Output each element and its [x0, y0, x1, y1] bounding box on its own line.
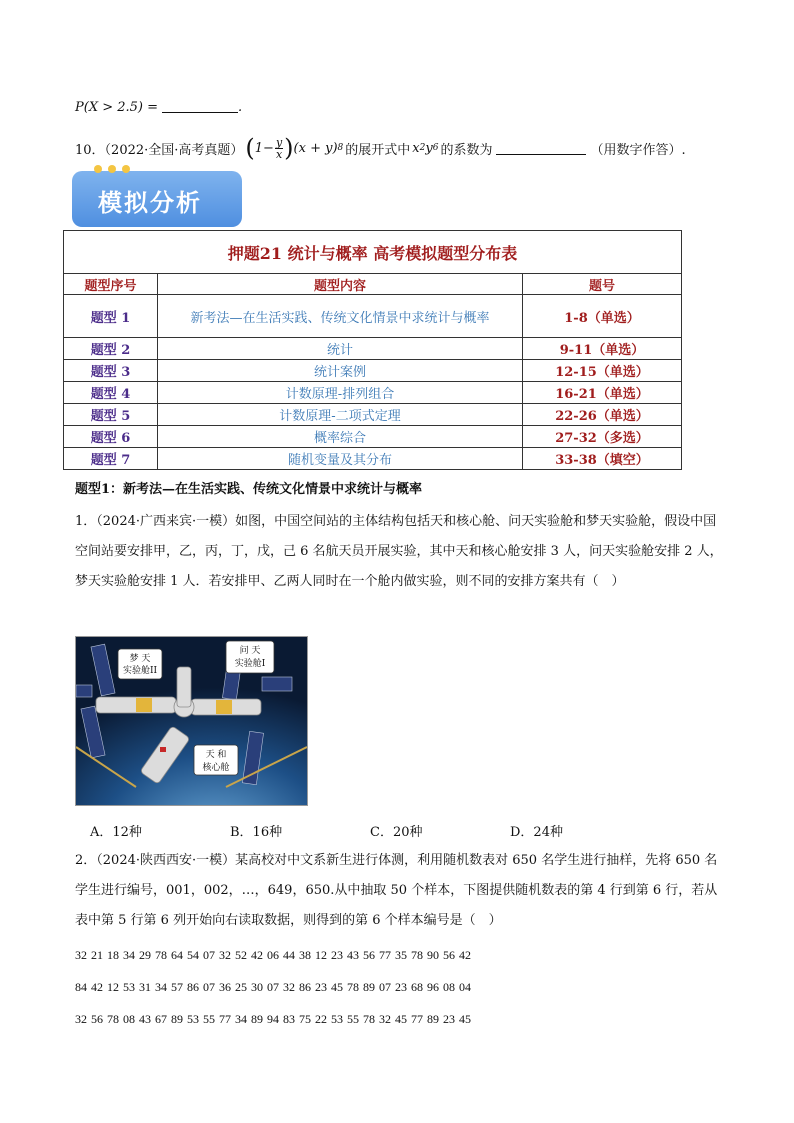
table-row: [64, 426, 682, 448]
row-numbers: 1-8（单选）: [523, 295, 682, 338]
row-numbers: 27-32（多选）: [523, 426, 682, 448]
one-minus: 1−: [254, 140, 274, 156]
banner-title: 模拟分析: [98, 189, 202, 217]
question-10-mid: 的展开式中: [345, 142, 411, 158]
random-number-row: 32 56 78 08 43 67 89 53 55 77 34 89 94 83 75 22 53 55 78 32 45 77 89 23 45: [75, 1012, 471, 1026]
section-banner: [72, 171, 242, 227]
table-row: [64, 404, 682, 426]
label-mengtian-1: 梦 天: [129, 654, 151, 664]
label-wentian-1: 问 天: [239, 646, 261, 656]
row-content: 计数原理-排列组合: [158, 382, 523, 404]
row-numbers: 22-26（单选）: [523, 404, 682, 426]
banner-dots-icon: [94, 165, 130, 173]
row-type: 题型 6: [64, 426, 158, 448]
probability-expression: P(X > 2.5) =: [75, 100, 159, 115]
row-content: 统计: [158, 338, 523, 360]
section-title: 题型1：新考法—在生活实践、传统文化情景中求统计与概率: [75, 482, 423, 497]
exponent: 8: [337, 143, 344, 153]
table-row: [64, 448, 682, 470]
distribution-table: [63, 230, 682, 470]
row-type: 题型 4: [64, 382, 158, 404]
label-tianhe-1: 天 和: [205, 750, 227, 760]
binomial-formula: ( 1− $\frac{y}{x}$ ) (x + y) 8: [245, 134, 344, 162]
question-10: [75, 136, 686, 160]
row-type: 题型 1: [64, 295, 158, 338]
row-numbers: 33-38（填空）: [523, 448, 682, 470]
row-numbers: 9-11（单选）: [523, 338, 682, 360]
question-10-after: 的系数为: [440, 142, 493, 158]
random-number-row: 32 21 18 34 29 78 64 54 07 32 52 42 06 44 38 12 23 43 56 77 35 78 90 56 42: [75, 948, 471, 962]
header-type-no: 题型序号: [64, 274, 158, 295]
space-station-image: [75, 636, 308, 806]
option-d[interactable]: D．24种: [510, 825, 563, 840]
row-numbers: 12-15（单选）: [523, 360, 682, 382]
label-tianhe-2: 核心舱: [202, 763, 230, 773]
row-content: 计数原理-二项式定理: [158, 404, 523, 426]
label-mengtian-2: 实验舱II: [122, 666, 158, 676]
option-b[interactable]: B．16种: [230, 825, 283, 840]
row-type: 题型 2: [64, 338, 158, 360]
label-wentian-2: 实验舱I: [234, 659, 266, 669]
question-10-prefix: 10．（2022·全国·高考真题）: [75, 142, 244, 158]
target-term: x 2 y 6: [412, 140, 439, 156]
fraction-y-over-x: $\frac{y}{x}$: [275, 135, 283, 161]
sum-expression: (x + y): [293, 140, 338, 156]
row-content: 概率综合: [158, 426, 523, 448]
row-type: 题型 5: [64, 404, 158, 426]
row-type: 题型 7: [64, 448, 158, 470]
row-content: 统计案例: [158, 360, 523, 382]
space-station-illustration: [76, 637, 307, 805]
table-caption: 押题21 统计与概率 高考模拟题型分布表: [64, 231, 682, 274]
row-type: 题型 3: [64, 360, 158, 382]
header-question-no: 题号: [523, 274, 682, 295]
option-c[interactable]: C．20种: [370, 825, 423, 840]
table-row: [64, 338, 682, 360]
probability-blank-line: [75, 100, 242, 115]
answer-blank[interactable]: [496, 142, 586, 155]
row-numbers: 16-21（单选）: [523, 382, 682, 404]
question-2-text: 2．（2024·陕西西安·一模）某高校对中文系新生进行体测，利用随机数表对 650 名学生进行抽样，先将 650 名学生进行编号，001，002，…，649，650.从中抽取 50 个样本，下图提供随机数表的第 4 行到第 6 行，若从表中第 5 行第 6 列开始向右读取数据，则得到的第 6 个样本编号是（ ）: [75, 853, 718, 928]
option-a[interactable]: A．12种: [90, 825, 142, 840]
table-row: [64, 360, 682, 382]
random-number-row: 84 42 12 53 31 34 57 86 07 36 25 30 07 32 86 23 45 78 89 07 23 68 96 08 04: [75, 980, 471, 994]
question-1-options: [90, 821, 650, 840]
row-content: 随机变量及其分布: [158, 448, 523, 470]
question-10-suffix: （用数字作答）.: [590, 142, 686, 158]
header-type-content: 题型内容: [158, 274, 523, 295]
question-1-text: 1．（2024·广西来宾·一模）如图，中国空间站的主体结构包括天和核心舱、问天实验舱和梦天实验舱，假设中国空间站要安排甲，乙，丙，丁，戊，己 6 名航天员开展实验，其中天和核心舱安排 3 人，问天实验舱安排 2 人，梦天实验舱安排 1 人．若安排甲、乙两人同时在一个舱内做实验，则不同的安排方案共有（ ）: [75, 514, 723, 589]
row-content: 新考法—在生活实践、传统文化情景中求统计与概率: [158, 295, 523, 338]
table-row: [64, 382, 682, 404]
table-row: [64, 295, 682, 338]
period: .: [238, 100, 243, 115]
answer-blank[interactable]: [162, 100, 238, 113]
